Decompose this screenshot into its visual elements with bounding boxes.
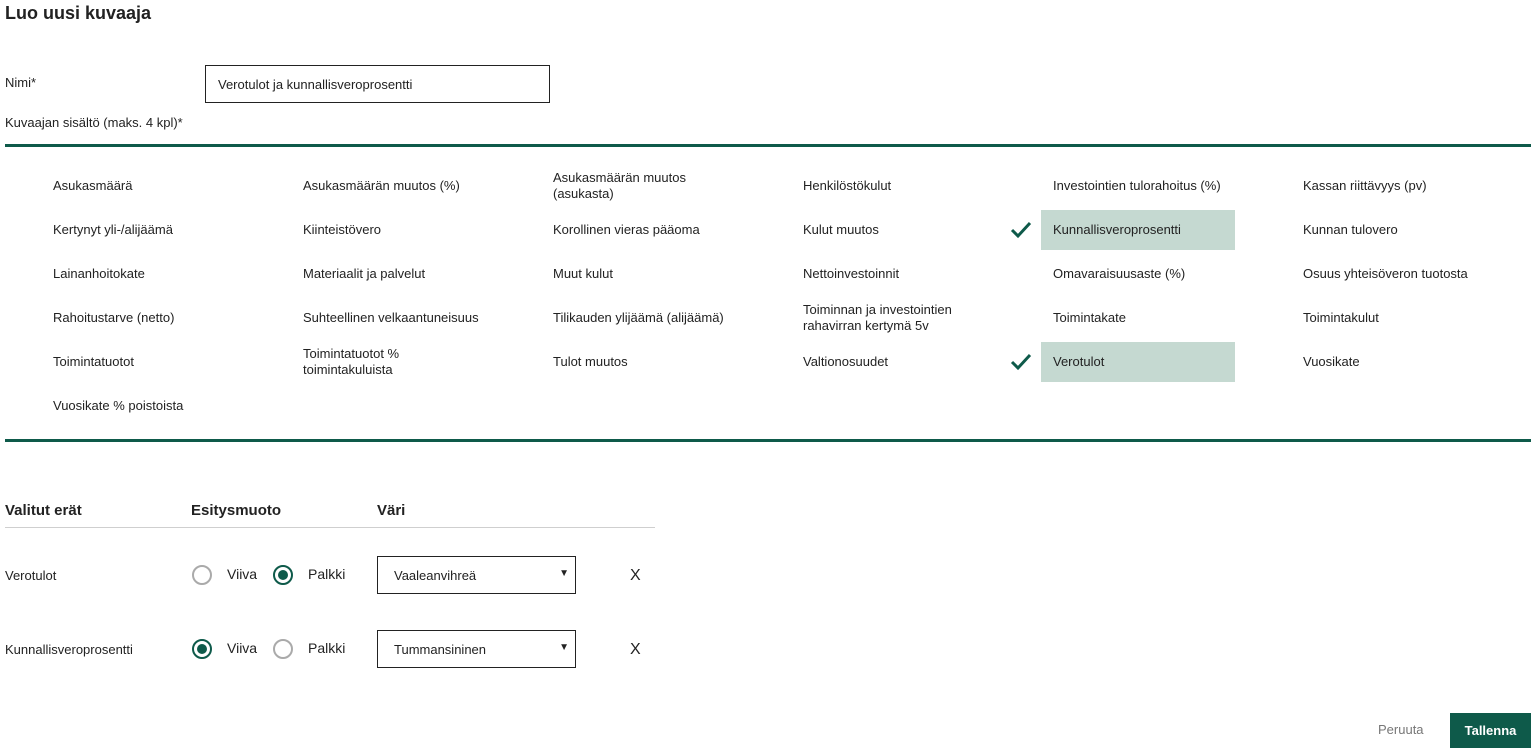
content-option-label: Kertynyt yli-/alijäämä: [53, 222, 173, 237]
caret-down-icon: ▼: [559, 568, 569, 579]
color-select[interactable]: [377, 556, 576, 594]
save-button[interactable]: Tallenna: [1450, 713, 1531, 748]
content-option[interactable]: [791, 298, 985, 338]
selected-row-label: Verotulot: [5, 568, 57, 583]
content-option-label: Kiinteistövero: [303, 222, 382, 237]
color-select-value: Vaaleanvihreä: [394, 567, 477, 583]
page-title: Luo uusi kuvaaja: [5, 3, 152, 23]
content-option[interactable]: [791, 342, 985, 382]
content-label: Kuvaajan sisältö (maks. 4 kpl)*: [5, 115, 183, 130]
content-option[interactable]: [541, 210, 735, 250]
remove-button[interactable]: X: [630, 567, 641, 584]
selected-header-divider: [5, 527, 655, 528]
content-option-label: Toimintatuotot % toimintakuluista: [303, 346, 400, 377]
checkmark-icon: [1009, 350, 1033, 374]
content-option[interactable]: [541, 298, 735, 338]
content-option-label: Asukasmäärän muutos (%): [303, 178, 460, 193]
content-option[interactable]: [791, 254, 985, 294]
content-option[interactable]: [41, 254, 235, 294]
content-option-label: Toimintatuotot: [53, 354, 134, 369]
content-option-label: Kunnan tulovero: [1303, 222, 1398, 237]
content-option-label: Investointien tulorahoitus (%): [1053, 178, 1221, 193]
content-option[interactable]: [791, 210, 985, 250]
color-select-value: Tummansininen: [394, 641, 487, 657]
content-option[interactable]: [291, 298, 485, 338]
content-option-label: Omavaraisuusaste (%): [1053, 266, 1186, 281]
content-option[interactable]: [1041, 210, 1235, 250]
line-radio[interactable]: [192, 639, 212, 659]
content-option[interactable]: [41, 342, 235, 382]
content-option-label: Asukasmäärän muutos (asukasta): [553, 170, 686, 201]
content-option[interactable]: [291, 342, 485, 382]
content-option-label: Tilikauden ylijäämä (alijäämä): [553, 310, 724, 325]
content-option-label: Korollinen vieras pääoma: [553, 222, 700, 237]
content-option-label: Asukasmäärä: [53, 178, 133, 193]
content-option[interactable]: [41, 210, 235, 250]
content-option[interactable]: [291, 254, 485, 294]
header-display-mode: Esitysmuoto: [191, 502, 282, 519]
header-color: Väri: [377, 502, 406, 519]
content-option-label: Valtionosuudet: [803, 354, 889, 369]
content-option-label: Kunnallisveroprosentti: [1053, 222, 1181, 237]
bar-radio[interactable]: [273, 565, 293, 585]
content-option-label: Toiminnan ja investointien rahavirran kertymä 5v: [803, 302, 952, 333]
divider-top: [5, 144, 1531, 147]
content-option-label: Materiaalit ja palvelut: [303, 266, 426, 281]
content-option[interactable]: [1291, 210, 1485, 250]
cancel-button[interactable]: Peruuta: [1378, 722, 1424, 737]
content-option[interactable]: [291, 166, 485, 206]
content-option[interactable]: [291, 210, 485, 250]
content-option-label: Nettoinvestoinnit: [803, 266, 900, 281]
content-option[interactable]: [541, 342, 735, 382]
content-option[interactable]: [791, 166, 985, 206]
content-option-label: Kassan riittävyys (pv): [1303, 178, 1427, 193]
content-option[interactable]: [1291, 298, 1485, 338]
content-option-label: Osuus yhteisöveron tuotosta: [1303, 266, 1468, 281]
content-option[interactable]: [41, 386, 235, 426]
content-option-label: Vuosikate % poistoista: [53, 398, 184, 413]
name-input[interactable]: [205, 65, 550, 103]
content-option-label: Muut kulut: [553, 266, 613, 281]
content-option[interactable]: [1041, 254, 1235, 294]
content-option[interactable]: [1291, 254, 1485, 294]
content-option-label: Suhteellinen velkaantuneisuus: [303, 310, 479, 325]
content-option-label: Kulut muutos: [803, 222, 879, 237]
content-option[interactable]: [541, 166, 735, 206]
bar-radio-label: Palkki: [308, 640, 346, 656]
content-option-label: Lainanhoitokate: [53, 266, 145, 281]
line-radio-label: Viiva: [227, 566, 258, 582]
content-option-label: Rahoitustarve (netto): [53, 310, 175, 325]
content-option-label: Tulot muutos: [553, 354, 628, 369]
checkmark-icon: [1009, 218, 1033, 242]
content-option-label: Toimintakate: [1053, 310, 1126, 325]
color-select[interactable]: [377, 630, 576, 668]
content-option[interactable]: [1041, 298, 1235, 338]
content-option-label: Henkilöstökulut: [803, 178, 892, 193]
remove-button[interactable]: X: [630, 641, 641, 658]
content-option-label: Toimintakulut: [1303, 310, 1379, 325]
content-option[interactable]: [1291, 342, 1485, 382]
content-option[interactable]: [1291, 166, 1485, 206]
divider-bottom: [5, 439, 1531, 442]
content-option[interactable]: [41, 166, 235, 206]
content-option[interactable]: [541, 254, 735, 294]
content-option-label: Vuosikate: [1303, 354, 1360, 369]
content-option[interactable]: [1041, 342, 1235, 382]
content-option[interactable]: [41, 298, 235, 338]
header-selected-items: Valitut erät: [5, 502, 82, 519]
caret-down-icon: ▼: [559, 642, 569, 653]
content-option-label: Verotulot: [1053, 354, 1105, 369]
selected-row-label: Kunnallisveroprosentti: [5, 642, 133, 657]
name-label: Nimi*: [5, 75, 37, 90]
line-radio-label: Viiva: [227, 640, 258, 656]
bar-radio-label: Palkki: [308, 566, 346, 582]
bar-radio[interactable]: [273, 639, 293, 659]
line-radio[interactable]: [192, 565, 212, 585]
content-option[interactable]: [1041, 166, 1235, 206]
